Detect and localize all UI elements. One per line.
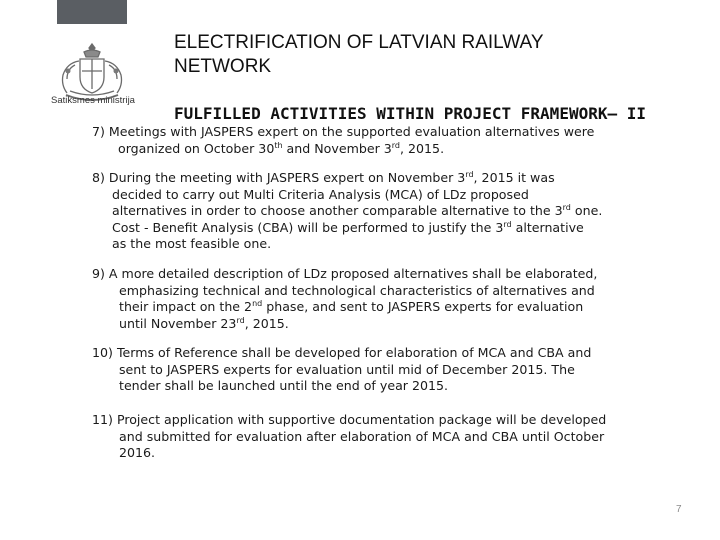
item-9-line-4: until November 23rd, 2015. (119, 315, 289, 331)
item-8-line-2: decided to carry out Multi Criteria Analysis (MCA) of LDz proposed (112, 186, 529, 202)
item-9-line-2: emphasizing technical and technological characteristics of alternatives and (119, 282, 595, 298)
item-11-line-2: and submitted for evaluation after elaboration of MCA and CBA until October (119, 428, 605, 444)
item-10-line-1: 10) Terms of Reference shall be developed for elaboration of MCA and CBA and (92, 345, 592, 360)
item-10-line-3: tender shall be launched until the end of year 2015. (119, 378, 449, 393)
item-8-line-5: as the most feasible one. (112, 236, 272, 251)
item-8-line-1: 8) During the meeting with JASPERS expert on November 3rd, 2015 it was (92, 169, 555, 185)
slide-subtitle: FULFILLED ACTIVITIES WITHIN PROJECT FRAMEWORK– II (174, 104, 647, 123)
item-7-line-1: 7) Meetings with JASPERS expert on the supported evaluation alternatives were (92, 124, 595, 139)
item-9-line-1: 9) A more detailed description of LDz proposed alternatives shall be elaborated, (92, 266, 598, 281)
logo-caption: Satiksmes ministrija (51, 95, 135, 106)
list-item-10 (92, 345, 658, 395)
item-11-line-1: 11) Project application with supportive documentation package will be developed (92, 412, 607, 427)
item-7-line-2 (92, 141, 662, 158)
item-7-line-2-text: organized on October 30th and November 3rd, 2015. (118, 140, 445, 156)
item-8-line-4: Cost - Benefit Analysis (CBA) will be performed to justify the 3rd alternative (112, 219, 584, 235)
slide-number: 7 (676, 504, 682, 515)
list-item-8 (92, 170, 658, 253)
slide-title: ELECTRIFICATION OF LATVIAN RAILWAY NETWORK (174, 32, 544, 77)
item-10-line-2: sent to JASPERS experts for evaluation until mid of December 2015. The (119, 361, 575, 377)
list-item-11 (92, 412, 658, 462)
list-item-9 (92, 266, 658, 332)
top-decorative-bar (57, 0, 127, 24)
list-item-7 (92, 124, 662, 157)
item-11-line-3: 2016. (119, 445, 156, 460)
item-8-line-3: alternatives in order to choose another comparable alternative to the 3rd one. (112, 202, 603, 218)
item-9-line-3: their impact on the 2nd phase, and sent to JASPERS experts for evaluation (119, 298, 584, 314)
